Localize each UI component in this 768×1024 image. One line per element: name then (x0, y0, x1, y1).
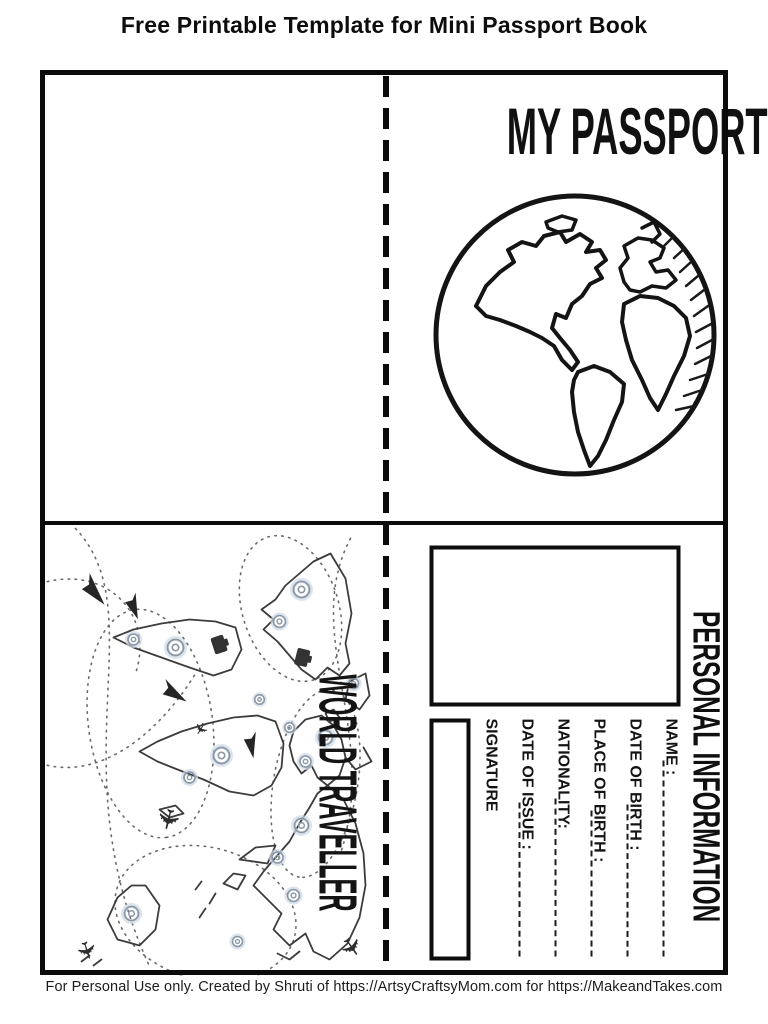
footer-credit: For Personal Use only. Created by Shruti of https://ArtsyCraftsyMom.com for https://MakeandTakes.com (45, 979, 723, 995)
field-label-nationality: NATIONALITY: (554, 718, 571, 829)
airplane-icon: ✈ (69, 936, 103, 964)
field-label-signature: SIGNATURE (482, 718, 499, 812)
field-label-date-of-issue: DATE OF ISSUE : (518, 718, 535, 850)
airplane-icon: ✈ (148, 803, 187, 835)
personal-info-title-text: PERSONAL INFORMATION (684, 610, 726, 922)
airplane-icon: ✈ (331, 929, 369, 965)
airplane-icon: ✈ (187, 716, 212, 740)
template-frame-border (40, 70, 728, 975)
field-label-name: NAME : (662, 718, 679, 775)
cover-title-text: MY PASSPORT (506, 94, 768, 168)
field-label-place-of-birth: PLACE OF BIRTH : (590, 718, 607, 862)
page-title: Free Printable Template for Mini Passport Book (120, 12, 648, 38)
traveller-title-text: WORLD TRAVELLER (307, 673, 367, 912)
field-label-date-of-birth: DATE OF BIRTH : (626, 718, 643, 851)
